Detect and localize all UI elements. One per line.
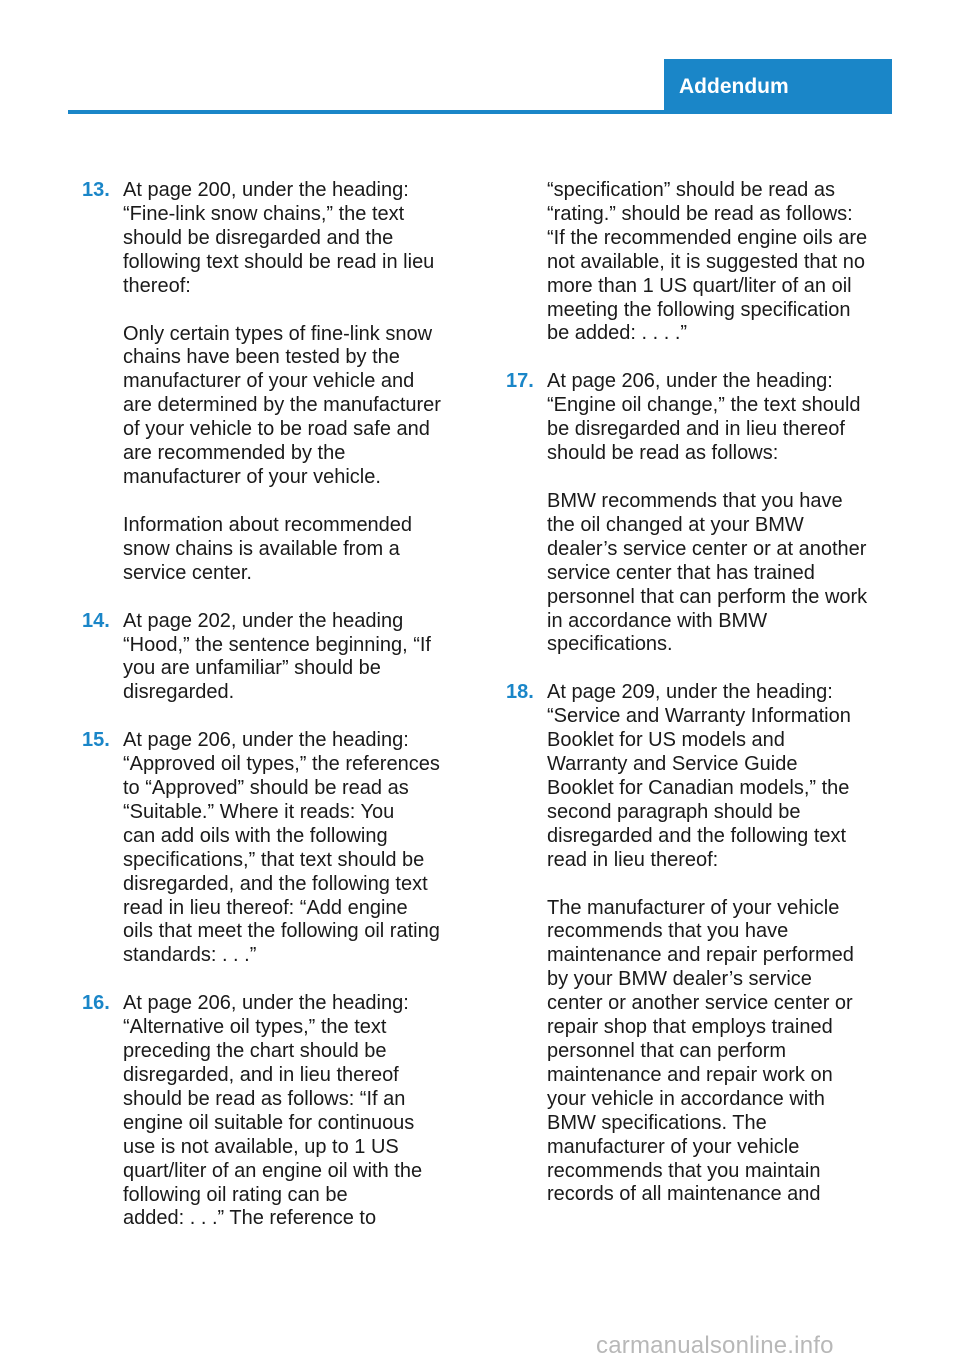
text-line: specifications,” that text should be xyxy=(123,848,425,871)
text-line: disregarded, and the following text xyxy=(123,872,428,895)
item-paragraph xyxy=(547,370,890,466)
text-line: should be read as follows: “If an xyxy=(123,1087,406,1110)
text-line: service center that has trained xyxy=(547,561,815,584)
text-line: read in lieu thereof: xyxy=(547,848,719,871)
text-line: BMW recommends that you have xyxy=(547,489,843,512)
item-paragraph xyxy=(547,897,890,1208)
text-line: use is not available, up to 1 US xyxy=(123,1135,399,1158)
text-line: “If the recommended engine oils are xyxy=(547,226,868,249)
text-line: thereof: xyxy=(123,274,191,297)
text-line: “Service and Warranty Information xyxy=(547,705,851,728)
text-line: quart/liter of an engine oil with the xyxy=(123,1159,423,1182)
text-line: disregarded and the following text xyxy=(547,824,847,847)
text-line: “Alternative oil types,” the text xyxy=(123,1016,387,1039)
text-line: to “Approved” should be read as xyxy=(123,777,409,800)
text-line: read in lieu thereof: “Add engine xyxy=(123,896,408,919)
text-line: Only certain types of fine-link snow xyxy=(123,322,433,345)
watermark: carmanualsonline.info xyxy=(596,1332,834,1359)
text-line: maintenance and repair work on xyxy=(547,1063,833,1086)
text-line: At page 200, under the heading: xyxy=(123,179,409,201)
text-line: “Hood,” the sentence beginning, “If xyxy=(123,633,431,656)
text-line: meeting the following specification xyxy=(547,298,851,321)
text-line: recommends that you have xyxy=(547,920,789,943)
text-line: manufacturer of your vehicle. xyxy=(123,465,381,488)
item-paragraph xyxy=(547,490,890,657)
text-line: The manufacturer of your vehicle xyxy=(547,896,840,919)
left-column xyxy=(82,179,462,1255)
text-line: chains have been tested by the xyxy=(123,346,400,369)
text-line: manufacturer of your vehicle xyxy=(547,1135,800,1158)
text-line: At page 202, under the heading xyxy=(123,609,404,632)
text-line: disregarded. xyxy=(123,681,235,704)
text-line: be disregarded and in lieu thereof xyxy=(547,418,845,441)
text-line: snow chains is available from a xyxy=(123,537,400,560)
text-line: “rating.” should be read as follows: xyxy=(547,202,853,225)
list-item-13 xyxy=(82,179,462,586)
list-item-16-continued xyxy=(506,179,890,346)
text-line: Information about recommended xyxy=(123,513,413,536)
text-line: second paragraph should be xyxy=(547,800,801,823)
item-number: 18. xyxy=(506,681,534,704)
text-line: can add oils with the following xyxy=(123,824,388,847)
section-title: Addendum xyxy=(679,74,789,98)
text-line: recommends that you maintain xyxy=(547,1159,821,1182)
right-column xyxy=(506,179,890,1231)
text-line: service center. xyxy=(123,561,252,584)
text-line: At page 206, under the heading: xyxy=(123,729,409,752)
item-number: 15. xyxy=(82,729,110,752)
text-line: Booklet for US models and xyxy=(547,729,785,752)
item-number: 13. xyxy=(82,179,110,201)
text-line: added: . . .” The reference to xyxy=(123,1207,377,1230)
text-line: standards: . . .” xyxy=(123,944,257,967)
list-item-17 xyxy=(506,370,890,657)
item-paragraph xyxy=(123,179,462,299)
text-line: are determined by the manufacturer xyxy=(123,394,441,417)
text-line: repair shop that employs trained xyxy=(547,1016,833,1039)
item-number: 16. xyxy=(82,992,110,1015)
text-line: manufacturer of your vehicle and xyxy=(123,370,415,393)
item-number: 17. xyxy=(506,370,534,393)
text-line: At page 206, under the heading: xyxy=(547,370,833,393)
text-line: “Approved oil types,” the references xyxy=(123,753,440,776)
text-line: Booklet for Canadian models,” the xyxy=(547,776,850,799)
text-line: disregarded, and in lieu thereof xyxy=(123,1064,399,1086)
text-line: your vehicle in accordance with xyxy=(547,1087,825,1110)
text-line: not available, it is suggested that no xyxy=(547,250,865,273)
item-paragraph xyxy=(123,323,462,490)
text-line: engine oil suitable for continuous xyxy=(123,1111,415,1134)
section-tab xyxy=(664,59,892,114)
text-line: “specification” should be read as xyxy=(547,179,835,201)
text-line: specifications. xyxy=(547,633,673,656)
list-item-16 xyxy=(82,992,462,1231)
text-line: more than 1 US quart/liter of an oil xyxy=(547,274,852,297)
text-line: by your BMW dealer’s service xyxy=(547,968,812,991)
text-line: in accordance with BMW xyxy=(547,609,768,632)
item-paragraph xyxy=(547,179,890,346)
text-line: BMW specifications. The xyxy=(547,1111,767,1134)
list-item-18 xyxy=(506,681,890,1207)
text-line: center or another service center or xyxy=(547,992,853,1015)
text-line: preceding the chart should be xyxy=(123,1040,387,1063)
text-line: should be disregarded and the xyxy=(123,226,394,249)
text-line: be added: . . . .” xyxy=(547,322,688,345)
text-line: At page 209, under the heading: xyxy=(547,681,833,704)
list-item-15 xyxy=(82,729,462,968)
text-line: following oil rating can be xyxy=(123,1183,348,1206)
text-line: are recommended by the xyxy=(123,442,346,465)
text-line: personnel that can perform xyxy=(547,1040,787,1062)
item-paragraph xyxy=(123,610,462,706)
text-line: following text should be read in lieu xyxy=(123,250,435,273)
item-paragraph xyxy=(547,681,890,872)
item-number: 14. xyxy=(82,609,110,632)
text-line: you are unfamiliar” should be xyxy=(123,657,381,680)
item-paragraph xyxy=(123,514,462,586)
text-line: At page 206, under the heading: xyxy=(123,992,409,1015)
text-line: oils that meet the following oil rating xyxy=(123,920,440,943)
list-item-14 xyxy=(82,610,462,706)
item-paragraph xyxy=(123,729,462,968)
text-line: the oil changed at your BMW xyxy=(547,513,804,536)
text-line: Warranty and Service Guide xyxy=(547,753,798,776)
item-paragraph xyxy=(123,992,462,1231)
text-line: personnel that can perform the work xyxy=(547,585,868,608)
text-line: “Fine-link snow chains,” the text xyxy=(123,202,405,225)
text-line: should be read as follows: xyxy=(547,442,779,465)
text-line: maintenance and repair performed xyxy=(547,944,854,967)
text-line: of your vehicle to be road safe and xyxy=(123,418,430,441)
text-line: “Engine oil change,” the text should xyxy=(547,394,861,417)
text-line: “Suitable.” Where it reads: You xyxy=(123,800,395,823)
text-line: dealer’s service center or at another xyxy=(547,537,867,560)
text-line: records of all maintenance and xyxy=(547,1183,821,1206)
